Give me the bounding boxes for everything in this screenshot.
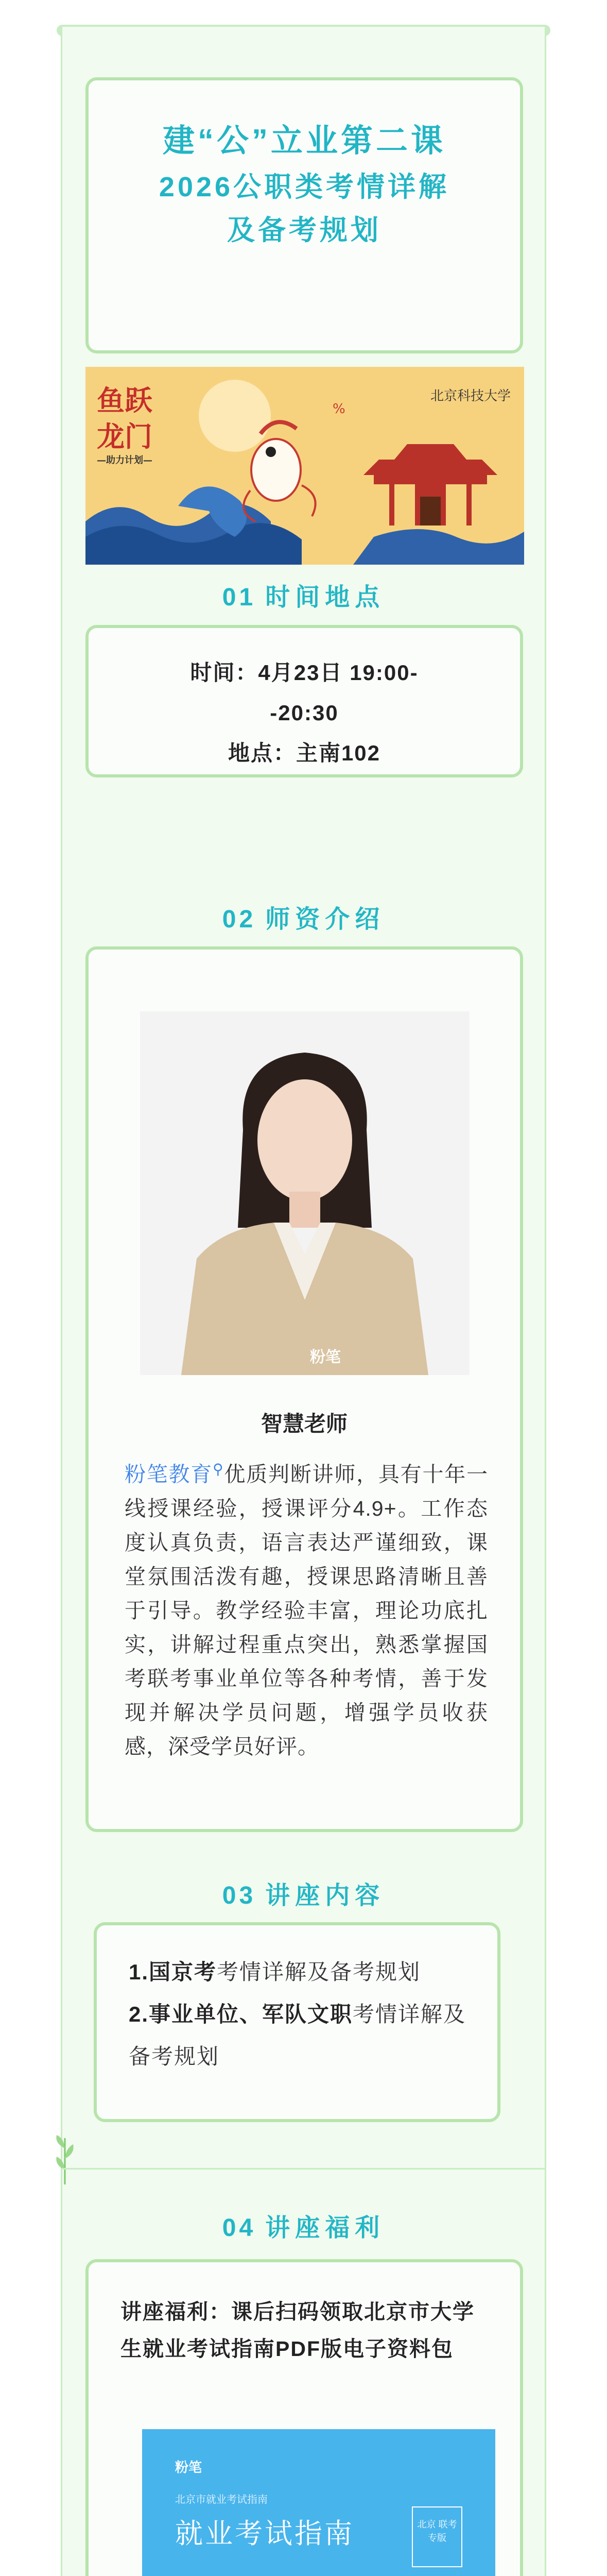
- section-number: 04: [222, 2214, 256, 2242]
- teacher-card: [85, 946, 523, 1832]
- teacher-bio-text: 优质判断讲师，具有十年一线授课经验，授课评分4.9+。工作态度认真负责，语言表达严谨细致，课堂氛围活泼有趣，授课思路清晰且善于引导。教学经验丰富，理论功底扎实，讲解过程重点突出，熟悉掌握国考联考事业单位等各种考情，善于发现并解决学员问题，增强学员收获感，深受学员好评。: [125, 1462, 489, 1758]
- cover-logo: 粉笔: [175, 2460, 202, 2475]
- section-heading-content: [61, 1875, 546, 1911]
- guide-cover-image: [142, 2429, 495, 2576]
- university-logo-text: 北京科技大学: [430, 388, 511, 404]
- banner-logo-line-2: 龙门: [97, 420, 152, 453]
- place-line: 地点：主南102: [228, 741, 381, 765]
- content-item-2: [129, 1993, 477, 2078]
- cover-tag: 北京 联考 专版: [412, 2506, 462, 2567]
- search-icon[interactable]: ⚲: [213, 1461, 224, 1477]
- teacher-photo: [140, 1011, 470, 1375]
- section-title: 时间地点: [265, 584, 385, 611]
- section-heading-teacher: [61, 899, 546, 935]
- section-title: 讲座福利: [265, 2214, 385, 2242]
- section-title: 师资介绍: [265, 906, 385, 933]
- teacher-bio: [125, 1452, 488, 1764]
- banner-logo-sub: —助力计划—: [97, 455, 152, 466]
- section-heading-welfare: [61, 2208, 546, 2243]
- section-number: 03: [222, 1882, 256, 1909]
- section-number: 01: [222, 584, 256, 611]
- content-item-1-rest: 考情详解及备考规划: [217, 1960, 421, 1984]
- content-item-2-bold: 2.事业单位、军队文职: [129, 2002, 353, 2026]
- section-number: 02: [222, 906, 256, 933]
- content-item-1-bold: 1.国京考: [129, 1960, 217, 1984]
- lecture-content-list: [129, 1951, 477, 2078]
- section-divider: [61, 2168, 546, 2170]
- section-heading-time: [61, 577, 546, 613]
- title-line-1: 建“公”立业第二课: [162, 123, 446, 159]
- welfare-text: 讲座福利：课后扫码领取北京市大学生就业考试指南PDF版电子资料包: [120, 2300, 475, 2361]
- cover-subtitle: 北京市就业考试指南: [175, 2494, 268, 2505]
- teacher-portrait: [140, 1011, 470, 1375]
- title-line-3: 及备考规划: [227, 214, 381, 246]
- svg-text:%: %: [333, 401, 345, 417]
- photo-watermark-brand: 粉笔: [310, 1349, 341, 1366]
- banner-logo: [97, 382, 152, 467]
- banner-logo-line-1: 鱼跃: [97, 384, 152, 417]
- event-banner: [85, 367, 524, 565]
- content-item-1: [129, 1951, 477, 1993]
- time-line-1: 时间：4月23日 19:00-: [190, 660, 419, 685]
- time-place-text: [89, 653, 520, 773]
- lecture-welfare-card: [85, 2259, 523, 2576]
- content-item-2-rest: 考情详解及备考规划: [129, 2002, 466, 2069]
- brand-link[interactable]: 粉笔教育: [125, 1462, 213, 1486]
- time-line-2: -20:30: [270, 701, 339, 725]
- title-line-2: 2026公职类考情详解: [159, 172, 450, 203]
- teacher-name: 智慧老师: [261, 1412, 348, 1436]
- title-card: [85, 77, 523, 353]
- section-title: 讲座内容: [265, 1882, 385, 1909]
- leaf-icon: [55, 2128, 75, 2184]
- cover-title: 就业考试指南: [175, 2518, 354, 2549]
- time-place-card: [85, 625, 523, 777]
- lecture-content-card: [94, 1922, 500, 2122]
